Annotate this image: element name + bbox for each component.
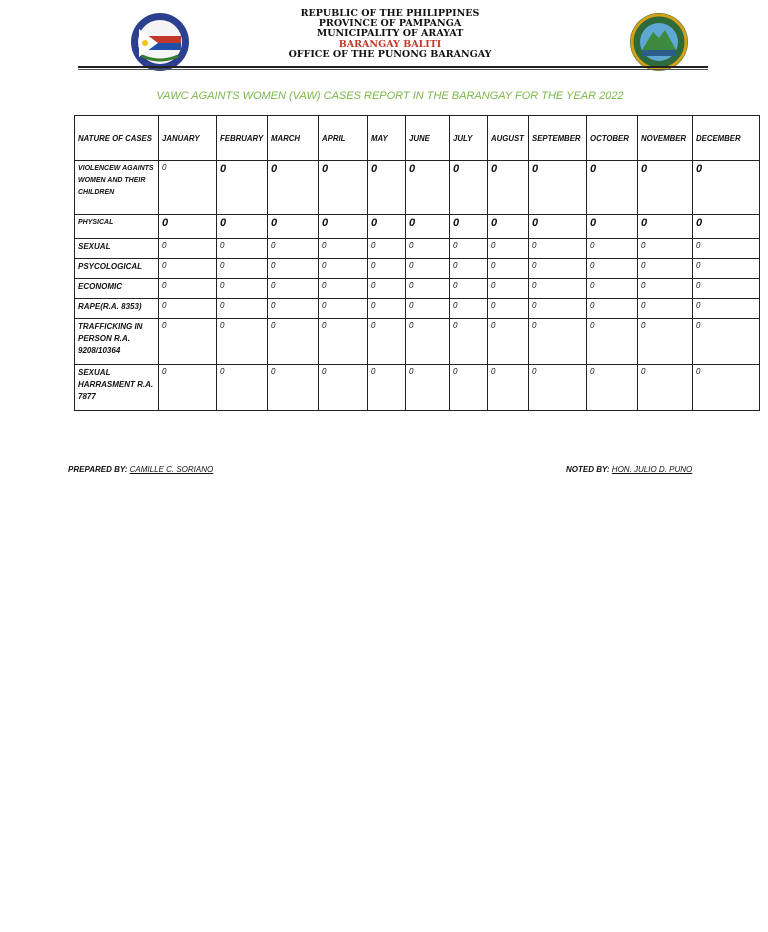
case-count-cell: 0 (159, 161, 217, 215)
case-count-cell: 0 (406, 259, 450, 279)
case-count-cell: 0 (217, 259, 268, 279)
case-count-cell: 0 (488, 279, 529, 299)
header-divider (78, 66, 708, 68)
case-count-cell: 0 (638, 215, 693, 239)
prepared-name: CAMILLE C. SORIANO (129, 465, 214, 474)
country-line: REPUBLIC OF THE PHILIPPINES (300, 8, 480, 19)
case-count-cell: 0 (638, 239, 693, 259)
column-header: AUGUST (488, 116, 529, 161)
case-count-cell: 0 (450, 279, 488, 299)
table-row (75, 319, 760, 365)
case-count-cell: 0 (638, 299, 693, 319)
case-count-cell: 0 (368, 161, 406, 215)
case-count-cell: 0 (368, 215, 406, 239)
column-header: SEPTEMBER (529, 116, 587, 161)
office-line: OFFICE OF THE PUNONG BARANGAY (288, 48, 492, 60)
case-type-cell: PHYSICAL (75, 215, 159, 239)
case-count-cell: 0 (450, 259, 488, 279)
case-count-cell: 0 (406, 161, 450, 215)
column-header: JANUARY (159, 116, 217, 161)
column-header: FEBRUARY (217, 116, 268, 161)
case-count-cell: 0 (587, 259, 638, 279)
table-row (75, 279, 760, 299)
case-count-cell: 0 (488, 161, 529, 215)
case-count-cell: 0 (159, 239, 217, 259)
case-count-cell: 0 (529, 319, 587, 365)
column-header: NATURE OF CASES (75, 116, 159, 161)
case-count-cell: 0 (268, 215, 319, 239)
case-count-cell: 0 (319, 239, 368, 259)
column-header: MAY (368, 116, 406, 161)
cases-table (74, 115, 760, 411)
case-count-cell: 0 (159, 365, 217, 411)
case-count-cell: 0 (638, 279, 693, 299)
case-count-cell: 0 (368, 239, 406, 259)
column-header: NOVEMBER (638, 116, 693, 161)
case-count-cell: 0 (450, 319, 488, 365)
case-count-cell: 0 (406, 215, 450, 239)
table-row (75, 259, 760, 279)
table-row (75, 299, 760, 319)
case-count-cell: 0 (693, 319, 760, 365)
case-count-cell: 0 (159, 279, 217, 299)
prepared-by (68, 465, 213, 474)
case-count-cell: 0 (693, 239, 760, 259)
case-count-cell: 0 (319, 161, 368, 215)
case-count-cell: 0 (319, 279, 368, 299)
case-count-cell: 0 (319, 215, 368, 239)
case-count-cell: 0 (587, 215, 638, 239)
case-count-cell: 0 (450, 161, 488, 215)
province-line: PROVINCE OF PAMPANGA (318, 18, 462, 30)
case-count-cell: 0 (368, 319, 406, 365)
case-type-cell: PSYCOLOGICAL (75, 259, 159, 279)
prepared-label: PREPARED BY: (68, 465, 128, 474)
case-count-cell: 0 (268, 161, 319, 215)
case-count-cell: 0 (488, 319, 529, 365)
case-count-cell: 0 (638, 161, 693, 215)
case-count-cell: 0 (319, 319, 368, 365)
case-count-cell: 0 (450, 239, 488, 259)
column-header: JULY (450, 116, 488, 161)
case-type-cell: ECONOMIC (75, 279, 159, 299)
case-count-cell: 0 (159, 259, 217, 279)
column-header: OCTOBER (587, 116, 638, 161)
case-count-cell: 0 (368, 279, 406, 299)
case-count-cell: 0 (406, 239, 450, 259)
case-count-cell: 0 (406, 299, 450, 319)
case-count-cell: 0 (529, 161, 587, 215)
case-count-cell: 0 (368, 365, 406, 411)
table-body (75, 161, 760, 411)
barangay-line: BARANGAY BALITI (338, 38, 442, 50)
case-count-cell: 0 (450, 365, 488, 411)
table-header-row (75, 116, 760, 161)
case-type-cell: VIOLENCEW AGAINTS WOMEN AND THEIR CHILDREN (75, 161, 159, 215)
header-text (230, 9, 550, 60)
case-count-cell: 0 (319, 365, 368, 411)
case-count-cell: 0 (406, 279, 450, 299)
header-divider-thin (78, 69, 708, 70)
case-count-cell: 0 (450, 215, 488, 239)
case-count-cell: 0 (368, 299, 406, 319)
case-count-cell: 0 (406, 365, 450, 411)
case-count-cell: 0 (217, 279, 268, 299)
table-row (75, 365, 760, 411)
case-count-cell: 0 (693, 259, 760, 279)
case-count-cell: 0 (587, 161, 638, 215)
case-type-cell: TRAFFICKING IN PERSON R.A. 9208/10364 (75, 319, 159, 365)
case-count-cell: 0 (488, 215, 529, 239)
case-count-cell: 0 (217, 319, 268, 365)
table-row (75, 215, 760, 239)
case-count-cell: 0 (268, 319, 319, 365)
case-count-cell: 0 (587, 365, 638, 411)
municipality-seal-logo (629, 12, 689, 72)
case-count-cell: 0 (268, 259, 319, 279)
case-count-cell: 0 (488, 259, 529, 279)
case-count-cell: 0 (587, 319, 638, 365)
case-count-cell: 0 (217, 365, 268, 411)
case-count-cell: 0 (217, 239, 268, 259)
case-type-cell: SEXUAL (75, 239, 159, 259)
case-count-cell: 0 (587, 279, 638, 299)
case-count-cell: 0 (529, 299, 587, 319)
column-header: APRIL (319, 116, 368, 161)
document-header (0, 0, 768, 80)
case-count-cell: 0 (529, 239, 587, 259)
case-count-cell: 0 (319, 299, 368, 319)
case-count-cell: 0 (450, 299, 488, 319)
noted-label: NOTED BY: (566, 465, 610, 474)
case-count-cell: 0 (529, 259, 587, 279)
case-count-cell: 0 (488, 299, 529, 319)
column-header: JUNE (406, 116, 450, 161)
case-count-cell: 0 (693, 279, 760, 299)
case-count-cell: 0 (368, 259, 406, 279)
table-row (75, 239, 760, 259)
case-count-cell: 0 (693, 365, 760, 411)
case-count-cell: 0 (268, 279, 319, 299)
case-type-cell: SEXUAL HARRASMENT R.A. 7877 (75, 365, 159, 411)
case-count-cell: 0 (488, 365, 529, 411)
column-header: MARCH (268, 116, 319, 161)
column-header: DECEMBER (693, 116, 760, 161)
case-type-cell: RAPE(R.A. 8353) (75, 299, 159, 319)
case-count-cell: 0 (217, 161, 268, 215)
case-count-cell: 0 (268, 239, 319, 259)
case-count-cell: 0 (217, 299, 268, 319)
case-count-cell: 0 (638, 259, 693, 279)
case-count-cell: 0 (693, 161, 760, 215)
case-count-cell: 0 (693, 215, 760, 239)
case-count-cell: 0 (587, 299, 638, 319)
noted-by (566, 465, 692, 474)
case-count-cell: 0 (529, 279, 587, 299)
table-row (75, 161, 760, 215)
case-count-cell: 0 (217, 215, 268, 239)
case-count-cell: 0 (159, 319, 217, 365)
barangay-seal-logo (130, 12, 190, 72)
case-count-cell: 0 (638, 365, 693, 411)
noted-name: HON. JULIO D. PUNO (611, 465, 693, 474)
municipality-line: MUNICIPALITY OF ARAYAT (316, 28, 464, 40)
case-count-cell: 0 (268, 365, 319, 411)
case-count-cell: 0 (159, 215, 217, 239)
case-count-cell: 0 (268, 299, 319, 319)
case-count-cell: 0 (488, 239, 529, 259)
case-count-cell: 0 (319, 259, 368, 279)
report-title: VAWC AGAINTS WOMEN (VAW) CASES REPORT IN THE BARANGAY FOR THE YEAR 2022 (156, 90, 624, 102)
case-count-cell: 0 (693, 299, 760, 319)
case-count-cell: 0 (159, 299, 217, 319)
case-count-cell: 0 (406, 319, 450, 365)
case-count-cell: 0 (529, 215, 587, 239)
case-count-cell: 0 (638, 319, 693, 365)
case-count-cell: 0 (529, 365, 587, 411)
case-count-cell: 0 (587, 239, 638, 259)
